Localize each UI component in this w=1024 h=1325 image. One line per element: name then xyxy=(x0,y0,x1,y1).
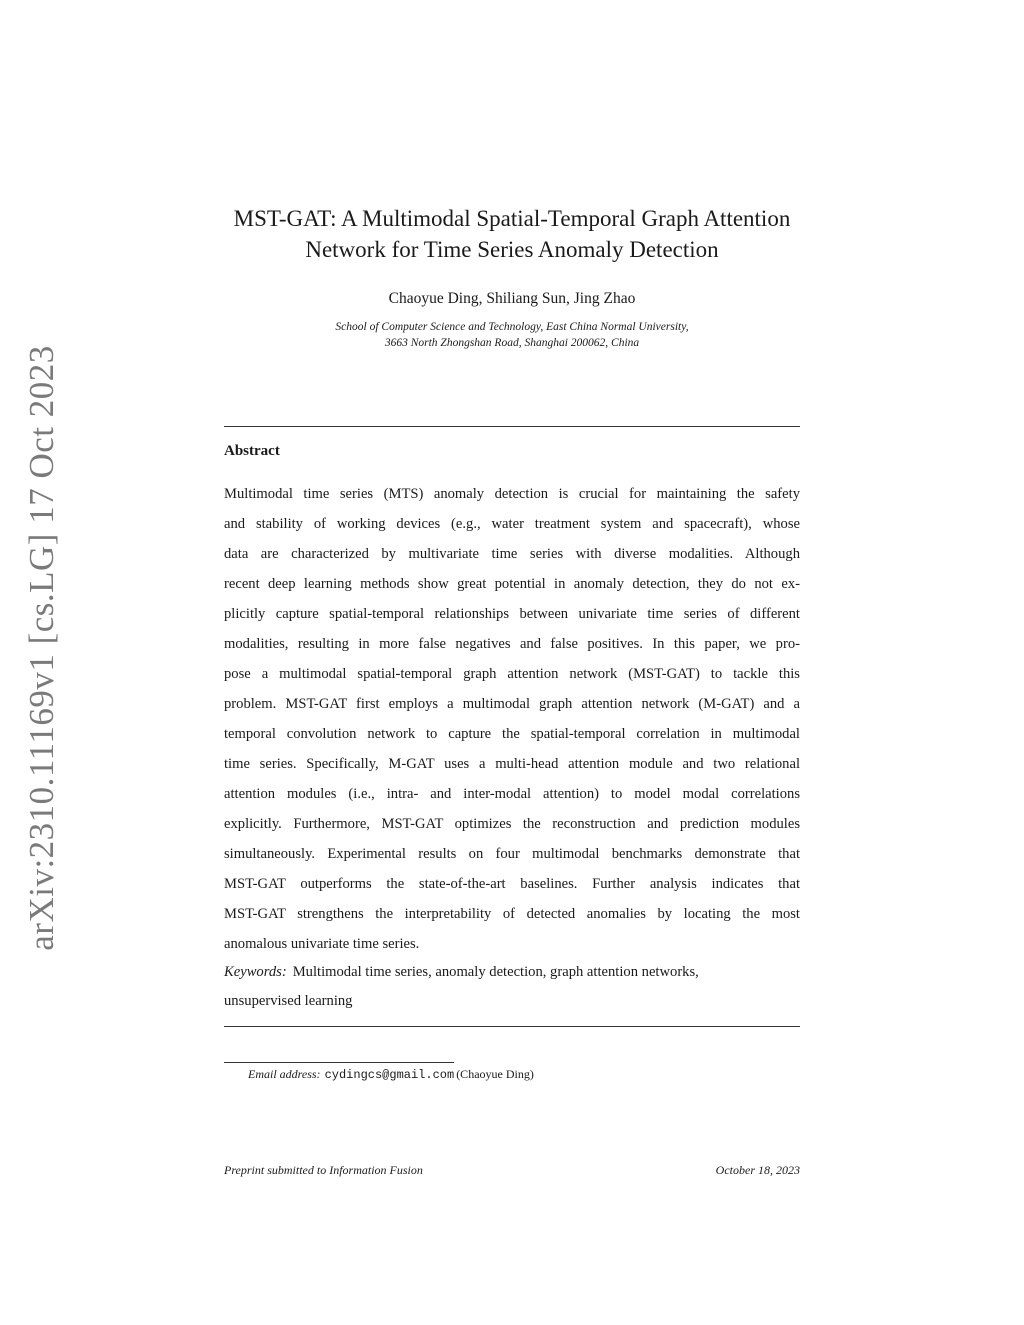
abstract-line: and stability of working devices (e.g., water treatment system and spacecraft), whose xyxy=(224,516,800,532)
footnote-email-label: Email address: xyxy=(248,1067,321,1081)
footnote-email-owner: (Chaoyue Ding) xyxy=(456,1067,534,1081)
abstract-line: modalities, resulting in more false negatives and false positives. In this paper, we pro- xyxy=(224,636,800,652)
abstract-line: temporal convolution network to capture the spatial-temporal correlation in multimodal xyxy=(224,726,800,742)
abstract-bottom-rule xyxy=(224,1026,800,1027)
footnote xyxy=(248,1067,534,1082)
abstract-line: anomalous univariate time series. xyxy=(224,936,420,952)
keywords-text-1: Multimodal time series, anomaly detection, graph attention networks, xyxy=(292,964,699,980)
abstract-line: recent deep learning methods show great potential in anomaly detection, they do not ex- xyxy=(224,576,800,592)
abstract-top-rule xyxy=(224,426,800,427)
arxiv-identifier-stamp: arXiv:2310.11169v1 [cs.LG] 17 Oct 2023 xyxy=(22,345,61,951)
abstract-line: time series. Specifically, M-GAT uses a multi-head attention module and two relational xyxy=(224,756,800,772)
abstract-line: data are characterized by multivariate time series with diverse modalities. Although xyxy=(224,546,800,562)
abstract-body xyxy=(224,479,800,959)
abstract-line: MST-GAT outperforms the state-of-the-art baselines. Further analysis indicates that xyxy=(224,876,800,892)
footnote-email-link[interactable]: cydingcs@gmail.com xyxy=(324,1068,455,1082)
keywords-line-1 xyxy=(224,958,800,987)
abstract-line: problem. MST-GAT first employs a multimodal graph attention network (M-GAT) and a xyxy=(224,696,800,712)
abstract-line: pose a multimodal spatial-temporal graph attention network (MST-GAT) to tackle this xyxy=(224,666,800,682)
abstract-heading: Abstract xyxy=(224,443,280,459)
keywords-label: Keywords: xyxy=(224,964,287,980)
author-list: Chaoyue Ding, Shiliang Sun, Jing Zhao xyxy=(388,290,636,307)
keywords-line-2: unsupervised learning xyxy=(224,993,353,1009)
affiliation-line-2: 3663 North Zhongshan Road, Shanghai 200062, China xyxy=(384,337,640,349)
footer-date: October 18, 2023 xyxy=(715,1163,800,1177)
abstract-line: MST-GAT strengthens the interpretability of detected anomalies by locating the most xyxy=(224,906,800,922)
footnote-rule xyxy=(224,1062,454,1063)
abstract-line: plicitly capture spatial-temporal relationships between univariate time series of different xyxy=(224,606,800,622)
affiliation xyxy=(224,319,800,351)
title-line-1: MST-GAT: A Multimodal Spatial-Temporal Graph Attention xyxy=(233,206,791,231)
title-line-2: Network for Time Series Anomaly Detection xyxy=(305,237,719,262)
abstract-line: simultaneously. Experimental results on four multimodal benchmarks demonstrate that xyxy=(224,846,800,862)
footer-venue: Preprint submitted to Information Fusion xyxy=(224,1163,423,1177)
abstract-line: Multimodal time series (MTS) anomaly detection is crucial for maintaining the safety xyxy=(224,486,800,502)
abstract-line: attention modules (i.e., intra- and inter-modal attention) to model modal correlations xyxy=(224,786,800,802)
abstract-line: explicitly. Furthermore, MST-GAT optimizes the reconstruction and prediction modules xyxy=(224,816,800,832)
keywords-block xyxy=(224,958,800,1016)
affiliation-line-1: School of Computer Science and Technology, East China Normal University, xyxy=(335,321,689,333)
paper-title xyxy=(224,203,800,265)
